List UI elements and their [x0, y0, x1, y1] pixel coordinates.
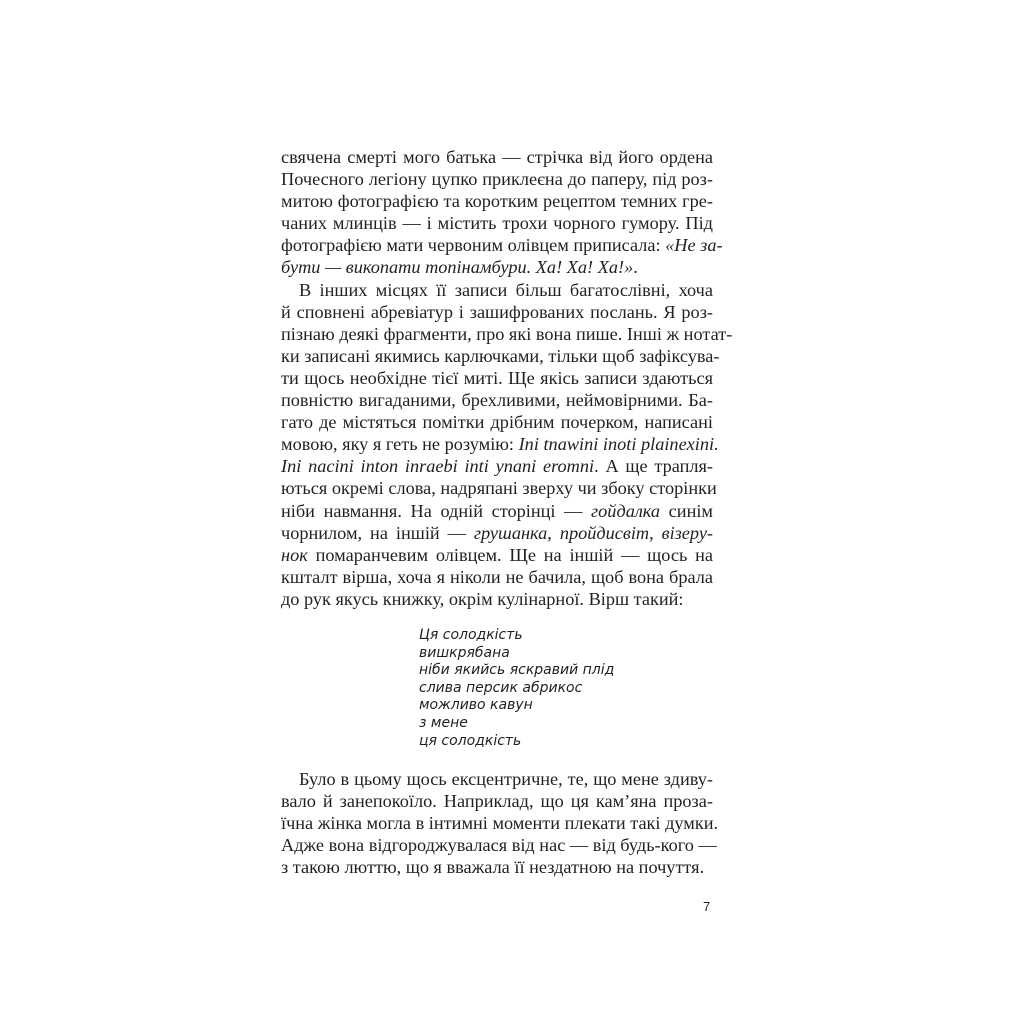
text-line: митою фотографією та коротким рецептом темних гре- [281, 191, 713, 212]
text-segment: чорнилом, на іншій — [281, 522, 474, 543]
text-line: до рук якусь книжку, окрім кулінарної. Вірш такий: [281, 588, 684, 609]
text-line: й сповнені абревіатур і зашифрованих послань. Я роз- [281, 301, 713, 322]
text-line [281, 234, 723, 256]
page-number: 7 [703, 899, 711, 914]
italic-segment: гойдалка [591, 500, 661, 521]
text-segment: . [633, 257, 638, 278]
text-line: вало й занепокоїло. Наприклад, що ця кам’яна проза- [281, 791, 713, 812]
text-segment: помаранчевим олівцем. Ще на іншій — щось на [307, 544, 713, 565]
text-segment: фотографією мати червоним олівцем приписала: [281, 235, 666, 256]
text-line [281, 544, 713, 566]
text-segment: мовою, яку я геть не розумію: [281, 434, 519, 455]
text-line [281, 455, 713, 477]
italic-segment: грушанка [473, 522, 548, 543]
poem-line: можливо кавун [419, 697, 533, 714]
text-line: В інших місцях її записи більш багатослівні, хоча [299, 279, 713, 300]
text-line: повністю вигаданими, брехливими, неймовірними. Ба- [281, 390, 713, 411]
text-line [281, 500, 713, 522]
text-line: пізнаю деякі фрагменти, про які вона пише. Інші ж нотат- [281, 323, 733, 344]
text-line: свячена смерті мого батька — стрічка від його ордена [281, 147, 713, 167]
italic-segment: Ini nacini inton inraebi inti ynani eromni [281, 456, 595, 477]
italic-segment: «Не за- [665, 235, 723, 256]
text-line: чаних млинців — і містить трохи чорного гумору. Під [281, 213, 713, 234]
text-line: кшталт вірша, хоча я ніколи не бачила, щоб вона брала [281, 566, 713, 587]
text-line [281, 433, 719, 455]
poem-line: ніби якийсь яскравий плід [419, 662, 615, 679]
text-segment: синім [660, 500, 713, 521]
poem-line: Ця солодкість [419, 627, 523, 643]
text-line: Почесного легіону цупко приклеєна до паперу, під роз- [281, 169, 713, 190]
text-line [281, 256, 713, 278]
poem [419, 627, 614, 750]
text-line: ти щось необхідне тієї миті. Ще якісь записи здаються [281, 367, 713, 388]
text-line: ки записані якимись карлючками, тільки щоб зафіксува- [281, 345, 720, 366]
poem-line: слива персик абрикос [419, 679, 583, 696]
closing-paragraph [281, 768, 719, 878]
text-segment: , [649, 522, 662, 543]
text-line: ються окремі слова, надряпані зверху чи збоку сторінки [281, 478, 717, 499]
text-segment: ніби навмання. На одній сторінці — [281, 500, 592, 521]
italic-segment: пройдисвіт [559, 522, 650, 543]
italic-segment: бути — викопати топінамбури. Ха! Ха! Ха!» [281, 257, 634, 278]
poem-line: ця солодкість [419, 732, 522, 749]
text-line [281, 522, 713, 544]
italic-segment: візеру- [661, 522, 714, 543]
text-line: з такою люттю, що я вважала її нездатною на почуття. [281, 857, 705, 878]
main-text [281, 146, 733, 610]
text-line: гато де містяться помітки дрібним почерком, написані [281, 412, 713, 433]
text-line: їчна жінка могла в інтимні моменти плекати такі думки. [281, 813, 719, 834]
text-segment: . А ще трапля- [594, 456, 714, 477]
text-segment: , [547, 522, 560, 543]
poem-line: вишкрябана [419, 644, 510, 661]
poem-line: з мене [419, 714, 468, 731]
italic-segment: нок [281, 544, 308, 565]
italic-segment: Ini tnawini inoti plainexini. [518, 434, 719, 455]
text-line: Було в цьому щось ексцентричне, те, що мене здиву- [299, 769, 713, 789]
text-line: Адже вона відгороджувалася від нас — від будь-кого — [281, 835, 717, 856]
